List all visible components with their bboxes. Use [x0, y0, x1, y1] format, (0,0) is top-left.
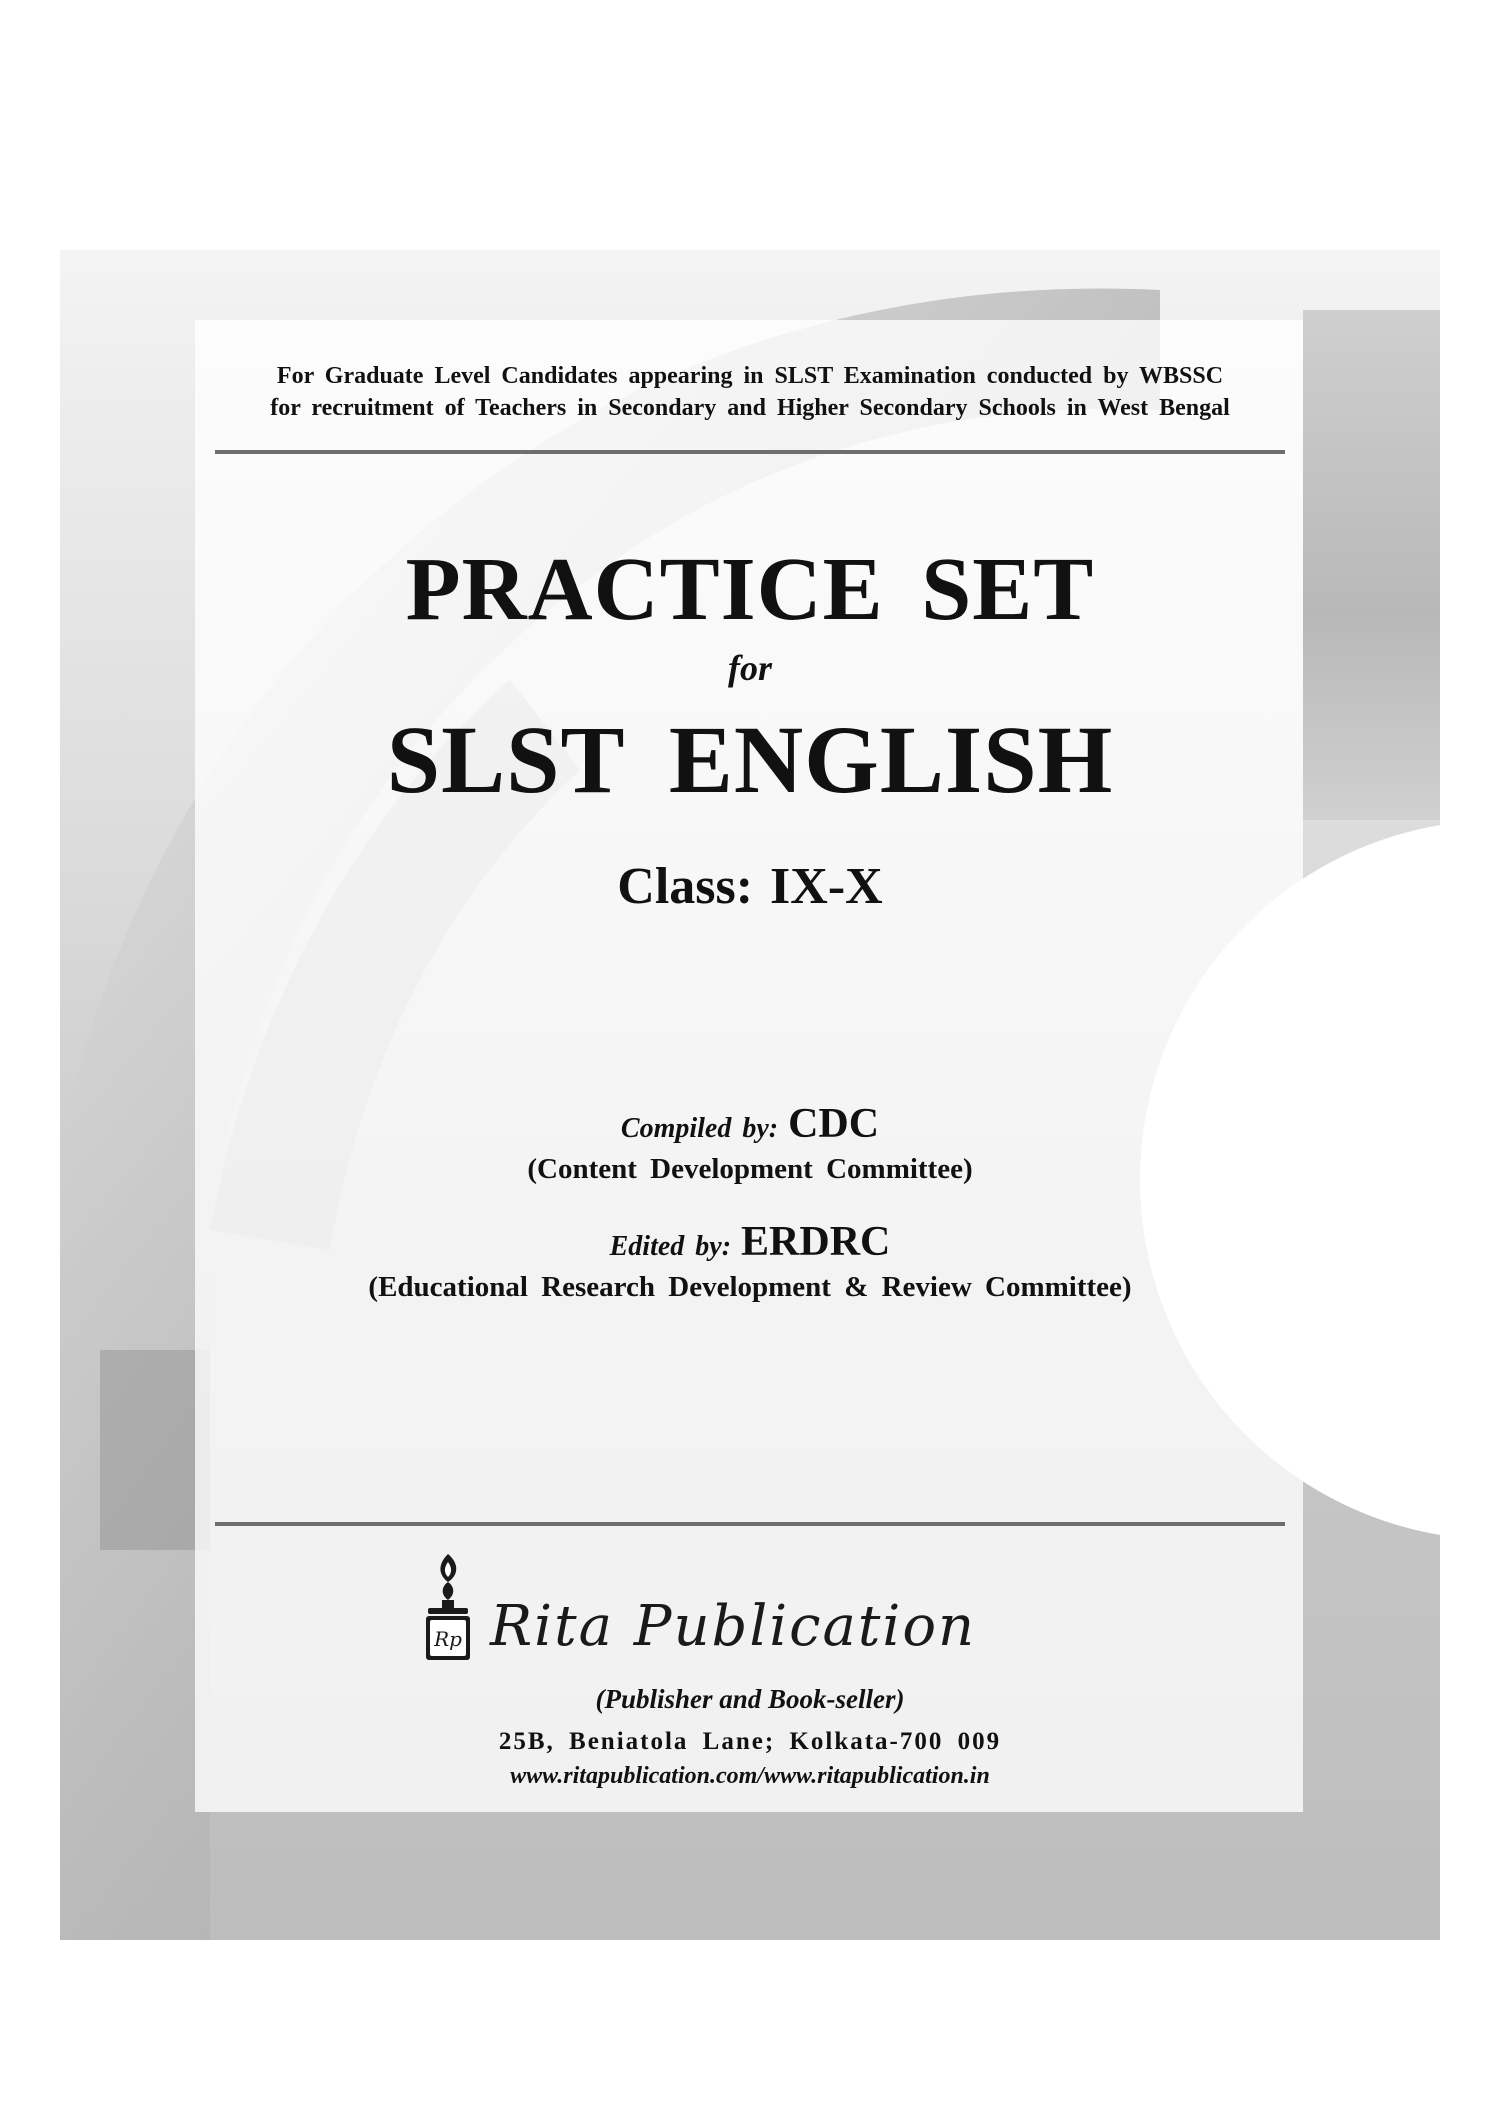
top-divider	[215, 450, 1285, 454]
publisher-name: Rita Publication	[490, 1594, 977, 1659]
title-connector: for	[728, 648, 772, 688]
compiled-by-full-name: (Content Development Committee)	[527, 1153, 973, 1185]
book-title: PRACTICE SET	[405, 540, 1095, 639]
edited-by-org: ERDRC	[741, 1219, 891, 1265]
publisher-logo-monogram: Rp	[434, 1627, 462, 1651]
eligibility-line-2: for recruitment of Teachers in Secondary and Higher Secondary Schools in West Bengal	[270, 395, 1230, 421]
eligibility-line-1: For Graduate Level Candidates appearing in SLST Examination conducted by WBSSC	[276, 363, 1224, 389]
compiled-by-label: Compiled by:	[620, 1113, 779, 1144]
edited-by-label: Edited by:	[609, 1231, 732, 1262]
publisher-address: 25B, Beniatola Lane; Kolkata-700 009	[498, 1728, 1002, 1755]
publisher-role: (Publisher and Book-seller)	[595, 1684, 905, 1714]
class-label: Class: IX-X	[617, 858, 883, 915]
edited-by-full-name: (Educational Research Development & Review Committee)	[368, 1271, 1132, 1303]
compiled-by-org: CDC	[788, 1101, 880, 1147]
publisher-logo-row	[215, 1552, 1285, 1672]
publisher-logo-icon	[418, 1552, 478, 1664]
book-subject: SLST ENGLISH	[386, 706, 1114, 813]
bottom-divider	[215, 1522, 1285, 1526]
publisher-websites: www.ritapublication.com/www.ritapublication.in	[510, 1763, 990, 1789]
eligibility-statement	[215, 360, 1285, 424]
